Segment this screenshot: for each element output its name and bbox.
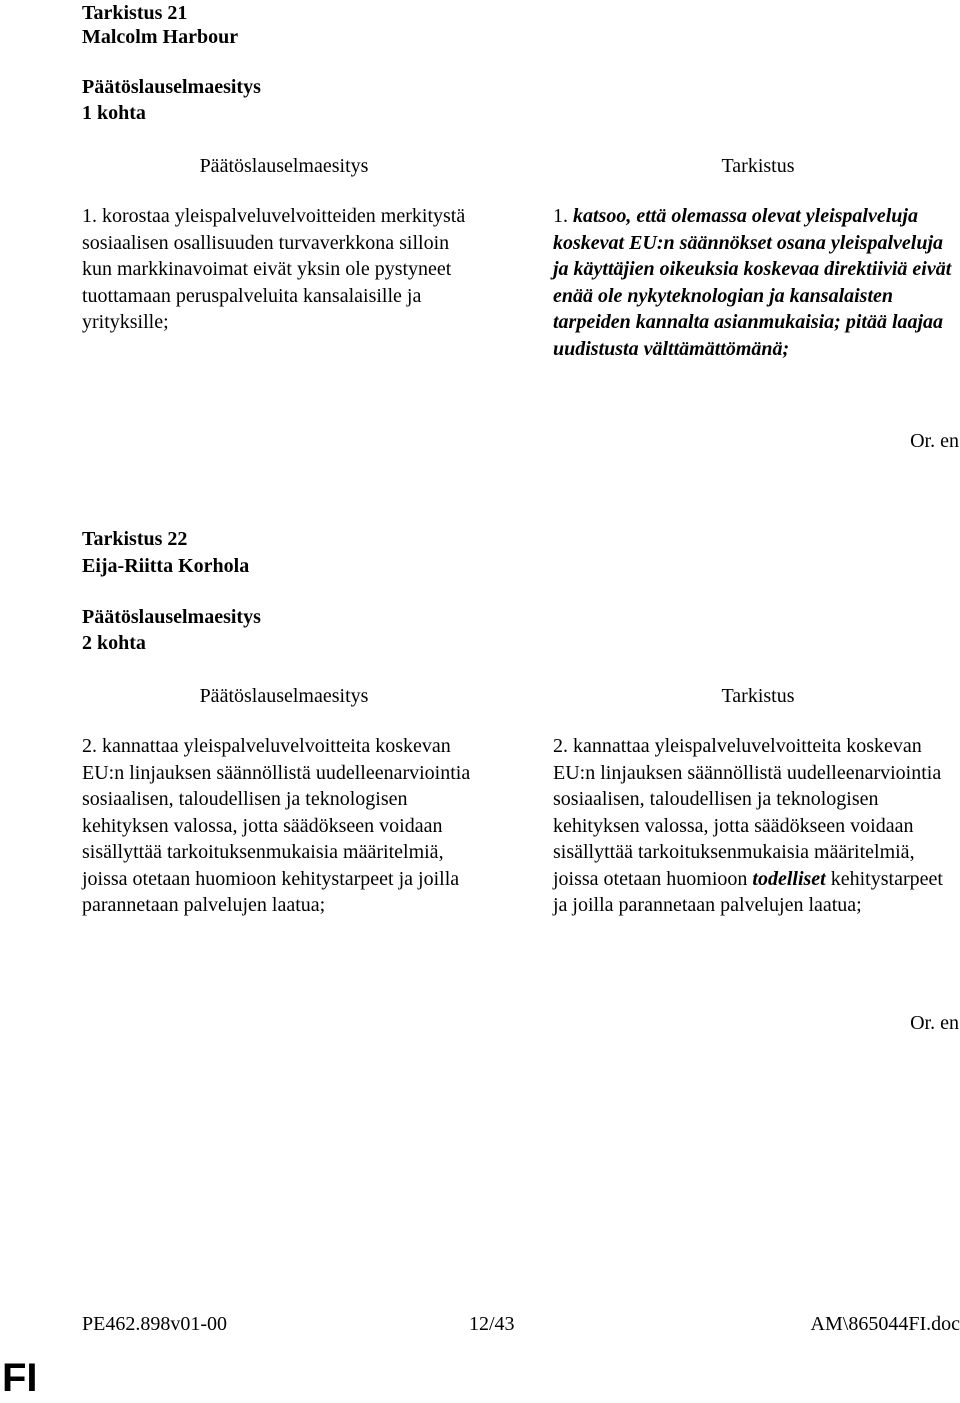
amendment-21-right-column-head: Tarkistus <box>721 155 795 177</box>
amendment-22-amended-text: 2. kannattaa yleispalveluvelvoitteita koskevan EU:n linjauksen säännöllistä uudelleenarviointia sosiaalisen, taloudellisen ja teknologisen kehityksen valossa, jotta säädökseen voidaan sisällyttää tarkoituksenmukaisia määritelmiä, joissa otetaan huomioon todelliset kehitystarpeet ja joilla parannetaan palvelujen laatua; <box>553 735 943 916</box>
amendment-21-original-text: 1. korostaa yleispalveluvelvoitteiden merkitystä sosiaalisen osallisuuden turvaverkkona silloin kun markkinavoimat eivät yksin ole pystyneet tuottamaan peruspalveluita kansalaisille ja yrityksille; <box>82 205 466 333</box>
amendment-21-author: Malcolm Harbour <box>82 26 239 48</box>
footer-document-reference: PE462.898v01-00 <box>82 1313 227 1335</box>
amendment-21-section-label: Päätöslauselmaesitys <box>82 76 261 98</box>
amendment-21-original-language: Or. en <box>910 430 959 452</box>
amendment-22-original-text: 2. kannattaa yleispalveluvelvoitteita koskevan EU:n linjauksen säännöllistä uudelleenarviointia sosiaalisen, taloudellisen ja teknologisen kehityksen valossa, jotta säädökseen voidaan sisällyttää tarkoituksenmukaisia määritelmiä, joissa otetaan huomioon kehitystarpeet ja joilla parannetaan palvelujen laatua; <box>82 735 471 916</box>
amendment-22-section-label: Päätöslauselmaesitys <box>82 606 261 628</box>
language-code: FI <box>2 1356 38 1400</box>
amendment-22-author: Eija-Riitta Korhola <box>82 555 250 577</box>
amendment-22-original-language: Or. en <box>910 1012 959 1034</box>
amendment-22-paragraph: 2 kohta <box>82 632 146 654</box>
amendment-22-inserted-word: todelliset <box>752 867 826 890</box>
amendment-21-amended-text: 1. katsoo, että olemassa olevat yleispalveluja koskevat EU:n säännökset osana yleispalveluja ja käyttäjien oikeuksia koskevaa direktiiviä eivät enää ole nykyteknologian ja kansalaisten tarpeiden kannalta asianmukaisia; pitää laajaa uudistusta välttämättömänä; <box>553 205 952 360</box>
amendment-21-paragraph: 1 kohta <box>82 102 146 124</box>
amendment-22-right-column-head: Tarkistus <box>721 685 795 707</box>
footer-file-name: AM\865044FI.doc <box>810 1313 960 1335</box>
amendment-21-left-column-head: Päätöslauselmaesitys <box>199 155 369 177</box>
amendment-22-left-column-head: Päätöslauselmaesitys <box>199 685 369 707</box>
amendment-21-heading: Tarkistus 21 <box>82 2 188 24</box>
amendment-22-heading: Tarkistus 22 <box>82 528 188 550</box>
footer-page-number: 12/43 <box>469 1313 515 1335</box>
